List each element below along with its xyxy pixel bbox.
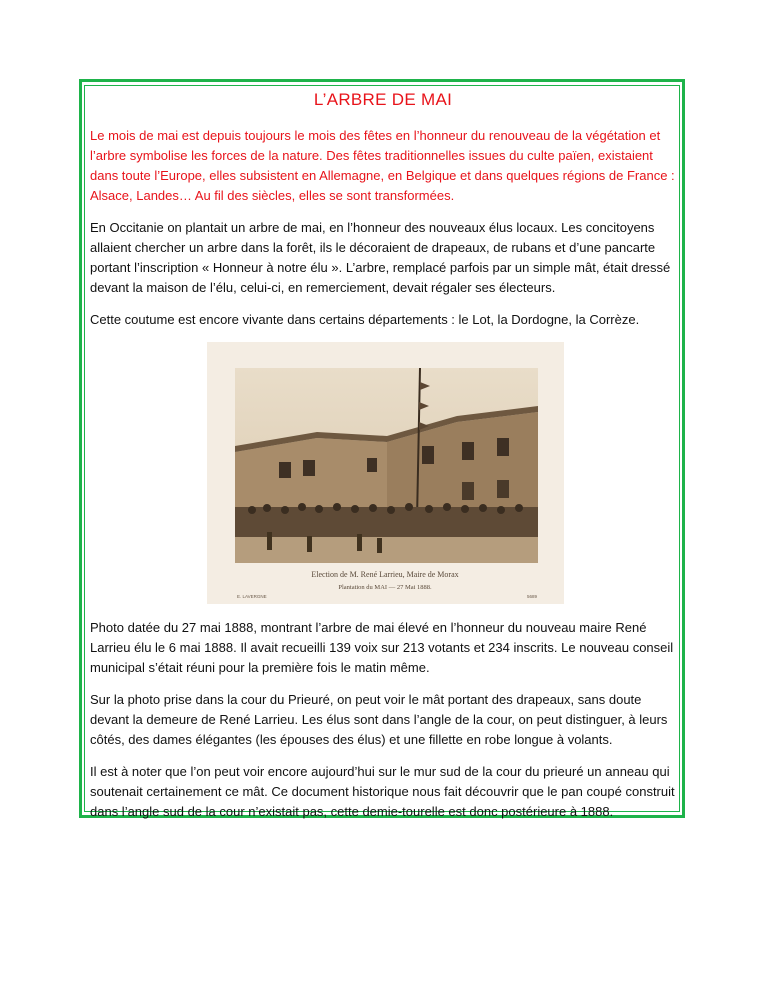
photo-credit-right: 5689 bbox=[526, 594, 537, 599]
intro-paragraph: Le mois de mai est depuis toujours le mois des fêtes en l’honneur du renouveau de la végétation et l’arbre symbolise les forces de la nature. Des fêtes traditionnelles issues du culte païen, existaient dans toute l’Europe, elles subsistent en Allemagne, en Belgique et dans quelques régions de France : Alsace, Landes… Au fil des siècles, elles se sont transformées. bbox=[90, 128, 675, 203]
paragraph-anneau: Il est à noter que l’on peut voir encore aujourd’hui sur le mur sud de la cour du prieuré un anneau qui soutenait certainement ce mât. Ce document historique nous fait découvrir que le pan coupé construit dans l’angle sud de la cour n’existait pas, cette demie-tourelle est donc postérieure à 1888. bbox=[90, 764, 675, 819]
page-title: L’ARBRE DE MAI bbox=[313, 90, 453, 109]
photo-caption-line2: Plantation du MAI — 27 Mai 1888. bbox=[338, 584, 432, 591]
paragraph-occitanie: En Occitanie on plantait un arbre de mai, en l’honneur des nouveaux élus locaux. Les concitoyens allaient chercher un arbre dans la forêt, ils le décoraient de drapeaux, de rubans et d’une pancarte portant l’inscription « Honneur à notre élu ». L’arbre, remplacé parfois par un simple mât, était dressé devant la maison de l’élu, celui-ci, en remerciement, devait régaler ses électeurs. bbox=[90, 220, 671, 295]
photo-credit-left: E. LAVERGNE bbox=[237, 594, 267, 599]
photo-illustration bbox=[207, 342, 564, 604]
document-body bbox=[90, 90, 676, 834]
paragraph-photo-date: Photo datée du 27 mai 1888, montrant l’arbre de mai élevé en l’honneur du nouveau maire René Larrieu élu le 6 mai 1888. Il avait recueilli 139 voix sur 213 votants et 234 inscrits. Le nouveau conseil municipal s’était réuni pour la première fois le matin même. bbox=[90, 620, 674, 675]
photo-caption-line1: Election de M. René Larrieu, Maire de Morax bbox=[311, 570, 459, 579]
historical-photo bbox=[207, 342, 564, 604]
paragraph-coutume: Cette coutume est encore vivante dans certains départements : le Lot, la Dordogne, la Corrèze. bbox=[90, 312, 640, 327]
paragraph-prieure: Sur la photo prise dans la cour du Prieuré, on peut voir le mât portant des drapeaux, sans doute devant la demeure de René Larrieu. Les élus sont dans l’angle de la cour, on peut distinguer, à leurs côtés, des dames élégantes (les épouses des élus) et une fillette en robe longue à volants. bbox=[90, 692, 668, 747]
